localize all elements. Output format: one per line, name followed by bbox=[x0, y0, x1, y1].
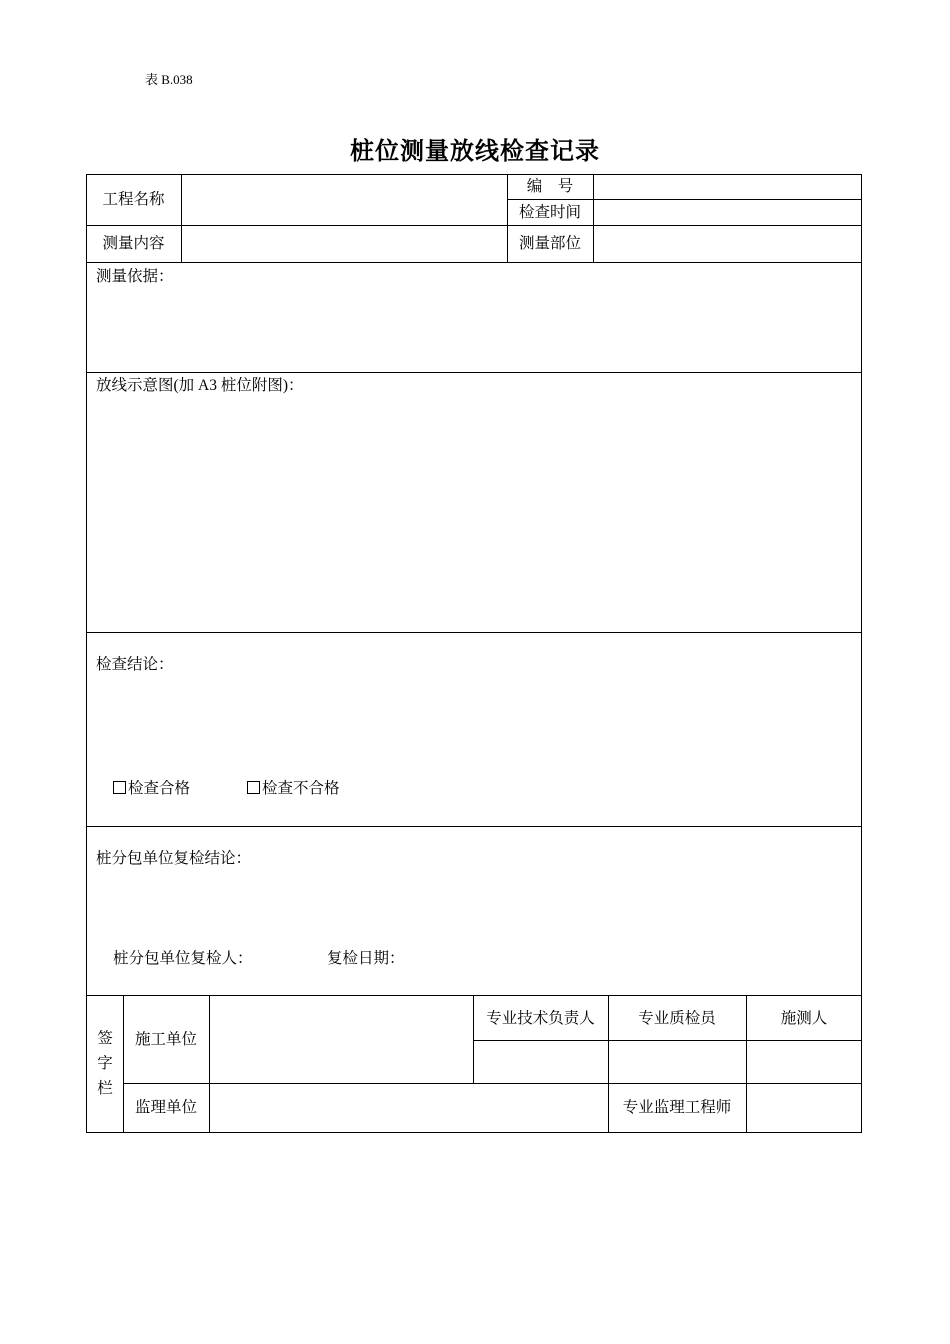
supervising-engineer-signature-field[interactable] bbox=[747, 1084, 861, 1132]
signature-char: 栏 bbox=[97, 1080, 113, 1097]
survey-content-field[interactable] bbox=[182, 226, 507, 262]
supervision-unit-label: 监理单位 bbox=[134, 1099, 197, 1116]
fail-checkbox[interactable] bbox=[247, 781, 260, 794]
project-name-field[interactable] bbox=[182, 175, 507, 225]
quality-inspector-label: 专业质检员 bbox=[638, 1010, 716, 1027]
project-name-label: 工程名称 bbox=[102, 191, 165, 208]
number-field[interactable] bbox=[594, 175, 861, 199]
tech-lead-signature-field[interactable] bbox=[474, 1041, 608, 1083]
surveyor-signature-field[interactable] bbox=[747, 1041, 861, 1083]
page-title: 桩位测量放线检查记录 bbox=[350, 137, 600, 165]
pass-checkbox[interactable] bbox=[113, 781, 126, 794]
fail-option[interactable] bbox=[247, 781, 340, 797]
signature-char: 字 bbox=[97, 1055, 113, 1072]
divider bbox=[86, 826, 862, 827]
survey-content-label: 测量内容 bbox=[102, 235, 165, 252]
survey-location-label: 测量部位 bbox=[518, 235, 581, 252]
form-table bbox=[86, 174, 862, 1133]
divider bbox=[86, 372, 862, 373]
surveyor-label: 施测人 bbox=[780, 1010, 828, 1027]
quality-inspector-signature-field[interactable] bbox=[609, 1041, 746, 1083]
construction-unit-label: 施工单位 bbox=[134, 1031, 197, 1048]
number-label: 编 号 bbox=[526, 178, 574, 195]
recheck-date-label: 复检日期： bbox=[327, 950, 405, 967]
inspection-conclusion-label: 检查结论： bbox=[96, 656, 174, 673]
pass-option[interactable] bbox=[113, 781, 190, 797]
pass-option-label: 检查合格 bbox=[128, 780, 191, 797]
signature-column-label bbox=[95, 1026, 115, 1101]
construction-unit-field[interactable] bbox=[210, 996, 473, 1083]
fail-option-label: 检查不合格 bbox=[262, 780, 340, 797]
divider bbox=[86, 632, 862, 633]
check-time-label: 检查时间 bbox=[518, 204, 581, 221]
check-time-field[interactable] bbox=[594, 200, 861, 225]
form-code: 表 B.038 bbox=[145, 72, 193, 87]
tech-lead-label: 专业技术负责人 bbox=[486, 1010, 595, 1027]
recheck-conclusion-label: 桩分包单位复检结论： bbox=[96, 850, 252, 867]
survey-location-field[interactable] bbox=[594, 226, 861, 262]
layout-diagram-label: 放线示意图(加 A3 桩位附图)： bbox=[96, 377, 304, 394]
survey-basis-label: 测量依据： bbox=[96, 268, 174, 285]
divider bbox=[86, 262, 862, 263]
supervising-engineer-label: 专业监理工程师 bbox=[622, 1099, 732, 1116]
signature-char: 签 bbox=[97, 1030, 113, 1047]
rechecker-label: 桩分包单位复检人： bbox=[113, 950, 253, 967]
supervision-unit-field[interactable] bbox=[210, 1084, 608, 1132]
